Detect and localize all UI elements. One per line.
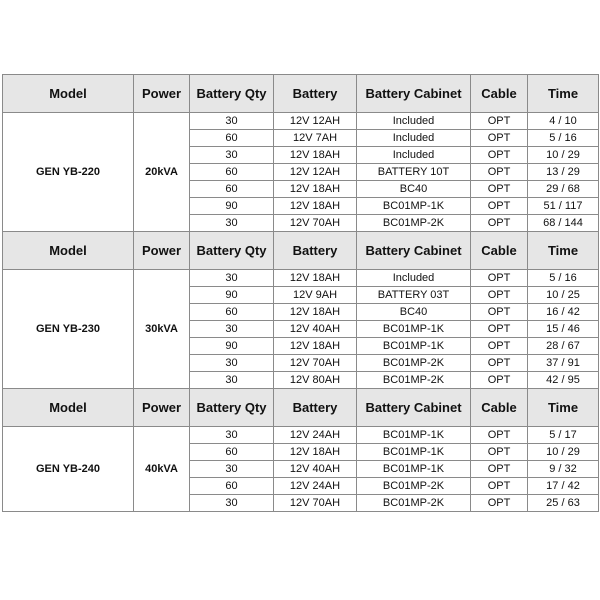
- model-cell: GEN YB-240: [3, 427, 134, 512]
- battery-cell: 12V 18AH: [274, 338, 357, 355]
- cable-cell: OPT: [471, 130, 528, 147]
- battery-cell: 12V 80AH: [274, 372, 357, 389]
- time-cell: 28 / 67: [528, 338, 599, 355]
- battery-cabinet-cell: BC01MP-1K: [357, 427, 471, 444]
- battery-qty-cell: 30: [190, 321, 274, 338]
- battery-qty-cell: 30: [190, 495, 274, 512]
- battery-qty-cell: 90: [190, 198, 274, 215]
- column-header-model: Model: [3, 389, 134, 427]
- time-cell: 68 / 144: [528, 215, 599, 232]
- battery-cell: 12V 40AH: [274, 461, 357, 478]
- cable-cell: OPT: [471, 461, 528, 478]
- model-cell: GEN YB-220: [3, 113, 134, 232]
- battery-cabinet-cell: BC01MP-2K: [357, 372, 471, 389]
- time-cell: 51 / 117: [528, 198, 599, 215]
- time-cell: 5 / 16: [528, 130, 599, 147]
- column-header-power: Power: [134, 389, 190, 427]
- battery-cabinet-cell: BC01MP-2K: [357, 215, 471, 232]
- time-cell: 25 / 63: [528, 495, 599, 512]
- cable-cell: OPT: [471, 478, 528, 495]
- column-header-battery: Battery: [274, 232, 357, 270]
- battery-cabinet-cell: BC01MP-2K: [357, 478, 471, 495]
- column-header-power: Power: [134, 75, 190, 113]
- column-header-battery-cabinet: Battery Cabinet: [357, 232, 471, 270]
- battery-cell: 12V 18AH: [274, 147, 357, 164]
- column-header-time: Time: [528, 75, 599, 113]
- battery-cabinet-cell: BC40: [357, 181, 471, 198]
- column-header-cable: Cable: [471, 232, 528, 270]
- time-cell: 13 / 29: [528, 164, 599, 181]
- cable-cell: OPT: [471, 147, 528, 164]
- column-header-battery-cabinet: Battery Cabinet: [357, 75, 471, 113]
- battery-spec-table: [2, 74, 599, 512]
- table-row: [3, 427, 599, 444]
- column-header-power: Power: [134, 232, 190, 270]
- battery-qty-cell: 60: [190, 478, 274, 495]
- battery-cell: 12V 24AH: [274, 427, 357, 444]
- battery-cell: 12V 18AH: [274, 198, 357, 215]
- time-cell: 5 / 17: [528, 427, 599, 444]
- battery-qty-cell: 30: [190, 427, 274, 444]
- battery-qty-cell: 90: [190, 287, 274, 304]
- battery-cell: 12V 18AH: [274, 304, 357, 321]
- table-body: [3, 75, 599, 512]
- column-header-battery-qty: Battery Qty: [190, 389, 274, 427]
- battery-cell: 12V 18AH: [274, 444, 357, 461]
- column-header-time: Time: [528, 389, 599, 427]
- battery-qty-cell: 30: [190, 461, 274, 478]
- cable-cell: OPT: [471, 198, 528, 215]
- model-cell: GEN YB-230: [3, 270, 134, 389]
- battery-cabinet-cell: Included: [357, 130, 471, 147]
- cable-cell: OPT: [471, 495, 528, 512]
- column-header-model: Model: [3, 232, 134, 270]
- time-cell: 15 / 46: [528, 321, 599, 338]
- battery-cabinet-cell: BATTERY 03T: [357, 287, 471, 304]
- battery-cabinet-cell: BC01MP-2K: [357, 355, 471, 372]
- power-cell: 30kVA: [134, 270, 190, 389]
- battery-qty-cell: 30: [190, 113, 274, 130]
- column-header-battery: Battery: [274, 75, 357, 113]
- column-header-cable: Cable: [471, 389, 528, 427]
- table-row: [3, 270, 599, 287]
- battery-cell: 12V 12AH: [274, 113, 357, 130]
- battery-cabinet-cell: Included: [357, 270, 471, 287]
- battery-qty-cell: 30: [190, 147, 274, 164]
- column-header-battery-qty: Battery Qty: [190, 232, 274, 270]
- battery-cell: 12V 40AH: [274, 321, 357, 338]
- battery-cell: 12V 70AH: [274, 355, 357, 372]
- time-cell: 9 / 32: [528, 461, 599, 478]
- battery-cell: 12V 24AH: [274, 478, 357, 495]
- cable-cell: OPT: [471, 113, 528, 130]
- battery-cell: 12V 12AH: [274, 164, 357, 181]
- table-row: [3, 113, 599, 130]
- battery-cabinet-cell: BC01MP-1K: [357, 338, 471, 355]
- column-header-battery-qty: Battery Qty: [190, 75, 274, 113]
- power-cell: 20kVA: [134, 113, 190, 232]
- time-cell: 4 / 10: [528, 113, 599, 130]
- battery-cabinet-cell: Included: [357, 147, 471, 164]
- battery-cabinet-cell: BATTERY 10T: [357, 164, 471, 181]
- time-cell: 17 / 42: [528, 478, 599, 495]
- battery-cabinet-cell: BC01MP-1K: [357, 444, 471, 461]
- battery-cabinet-cell: BC01MP-1K: [357, 461, 471, 478]
- battery-qty-cell: 90: [190, 338, 274, 355]
- battery-cell: 12V 7AH: [274, 130, 357, 147]
- battery-cabinet-cell: BC40: [357, 304, 471, 321]
- cable-cell: OPT: [471, 338, 528, 355]
- battery-cabinet-cell: Included: [357, 113, 471, 130]
- header-row: [3, 232, 599, 270]
- battery-qty-cell: 60: [190, 164, 274, 181]
- cable-cell: OPT: [471, 287, 528, 304]
- time-cell: 16 / 42: [528, 304, 599, 321]
- battery-cabinet-cell: BC01MP-2K: [357, 495, 471, 512]
- battery-qty-cell: 60: [190, 130, 274, 147]
- battery-qty-cell: 30: [190, 270, 274, 287]
- battery-qty-cell: 60: [190, 304, 274, 321]
- cable-cell: OPT: [471, 304, 528, 321]
- time-cell: 42 / 95: [528, 372, 599, 389]
- time-cell: 10 / 29: [528, 147, 599, 164]
- cable-cell: OPT: [471, 181, 528, 198]
- battery-cell: 12V 9AH: [274, 287, 357, 304]
- column-header-battery: Battery: [274, 389, 357, 427]
- battery-cell: 12V 18AH: [274, 181, 357, 198]
- battery-cell: 12V 70AH: [274, 215, 357, 232]
- column-header-battery-cabinet: Battery Cabinet: [357, 389, 471, 427]
- cable-cell: OPT: [471, 164, 528, 181]
- time-cell: 10 / 29: [528, 444, 599, 461]
- power-cell: 40kVA: [134, 427, 190, 512]
- battery-cabinet-cell: BC01MP-1K: [357, 198, 471, 215]
- header-row: [3, 75, 599, 113]
- battery-qty-cell: 60: [190, 181, 274, 198]
- battery-qty-cell: 30: [190, 372, 274, 389]
- cable-cell: OPT: [471, 372, 528, 389]
- cable-cell: OPT: [471, 444, 528, 461]
- time-cell: 29 / 68: [528, 181, 599, 198]
- battery-qty-cell: 30: [190, 355, 274, 372]
- battery-cabinet-cell: BC01MP-1K: [357, 321, 471, 338]
- battery-cell: 12V 18AH: [274, 270, 357, 287]
- cable-cell: OPT: [471, 215, 528, 232]
- time-cell: 37 / 91: [528, 355, 599, 372]
- cable-cell: OPT: [471, 321, 528, 338]
- column-header-model: Model: [3, 75, 134, 113]
- battery-qty-cell: 60: [190, 444, 274, 461]
- time-cell: 5 / 16: [528, 270, 599, 287]
- battery-qty-cell: 30: [190, 215, 274, 232]
- battery-cell: 12V 70AH: [274, 495, 357, 512]
- cable-cell: OPT: [471, 427, 528, 444]
- header-row: [3, 389, 599, 427]
- column-header-time: Time: [528, 232, 599, 270]
- cable-cell: OPT: [471, 270, 528, 287]
- column-header-cable: Cable: [471, 75, 528, 113]
- time-cell: 10 / 25: [528, 287, 599, 304]
- cable-cell: OPT: [471, 355, 528, 372]
